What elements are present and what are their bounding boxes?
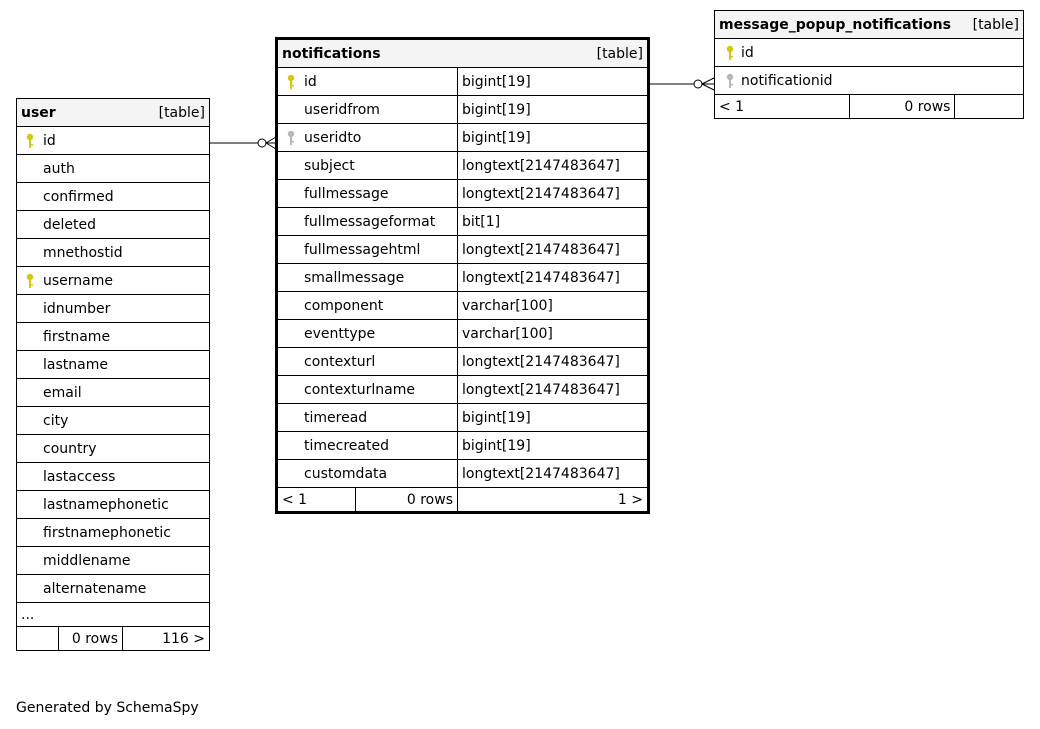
table-row[interactable]: [17, 435, 210, 463]
column-name[interactable]: customdata: [278, 460, 458, 488]
table-row[interactable]: [715, 67, 1024, 95]
table-row[interactable]: [17, 351, 210, 379]
column-type: bigint[19]: [458, 96, 648, 124]
table-row[interactable]: [278, 348, 648, 376]
table-row[interactable]: [17, 267, 210, 295]
column-name[interactable]: firstnamephonetic: [17, 519, 210, 547]
column-name[interactable]: country: [17, 435, 210, 463]
column-name[interactable]: component: [278, 292, 458, 320]
column-type: bigint[19]: [458, 404, 648, 432]
column-type: longtext[2147483647]: [458, 236, 648, 264]
column-type: bigint[19]: [458, 124, 648, 152]
table-type: [table]: [458, 40, 648, 68]
column-name[interactable]: alternatename: [17, 575, 210, 603]
table-name: message_popup_notifications: [715, 11, 955, 39]
table-row[interactable]: [715, 39, 1024, 67]
column-name[interactable]: fullmessage: [278, 180, 458, 208]
column-name[interactable]: id: [278, 68, 458, 96]
column-name[interactable]: useridfrom: [278, 96, 458, 124]
link-crow-foot: [702, 84, 714, 90]
column-name[interactable]: lastname: [17, 351, 210, 379]
table-header: [715, 11, 1024, 39]
column-type: bit[1]: [458, 208, 648, 236]
key-icon: [25, 273, 35, 289]
footer-children[interactable]: 116 >: [123, 627, 210, 651]
table-row[interactable]: [278, 124, 648, 152]
column-type: longtext[2147483647]: [458, 152, 648, 180]
table-row[interactable]: [17, 295, 210, 323]
column-name[interactable]: idnumber: [17, 295, 210, 323]
table-row[interactable]: [278, 292, 648, 320]
column-type: longtext[2147483647]: [458, 376, 648, 404]
link-optional-circle: [258, 139, 266, 147]
key-icon: [725, 73, 735, 89]
column-name[interactable]: mnethostid: [17, 239, 210, 267]
key-icon: [725, 45, 735, 61]
column-name[interactable]: fullmessageformat: [278, 208, 458, 236]
column-name[interactable]: lastnamephonetic: [17, 491, 210, 519]
key-icon: [286, 74, 296, 90]
table-row[interactable]: [17, 407, 210, 435]
table-row[interactable]: [278, 432, 648, 460]
link-crow-foot: [266, 143, 276, 149]
key-icon: [286, 130, 296, 146]
table-row[interactable]: [17, 211, 210, 239]
column-name[interactable]: eventtype: [278, 320, 458, 348]
table-row[interactable]: [278, 236, 648, 264]
column-name[interactable]: city: [17, 407, 210, 435]
column-name[interactable]: timeread: [278, 404, 458, 432]
footer-rows: 0 rows: [356, 488, 458, 512]
column-type: varchar[100]: [458, 292, 648, 320]
column-name[interactable]: id: [715, 39, 1024, 67]
column-type: longtext[2147483647]: [458, 264, 648, 292]
column-name[interactable]: confirmed: [17, 183, 210, 211]
table-more-columns: ...: [17, 603, 210, 627]
table-row[interactable]: [278, 152, 648, 180]
link-optional-circle: [694, 80, 702, 88]
footer-parents[interactable]: < 1: [278, 488, 356, 512]
table-row[interactable]: [17, 491, 210, 519]
table-row[interactable]: [278, 68, 648, 96]
column-type: bigint[19]: [458, 68, 648, 96]
column-name[interactable]: fullmessagehtml: [278, 236, 458, 264]
column-type: longtext[2147483647]: [458, 460, 648, 488]
table-row[interactable]: [17, 379, 210, 407]
table-name: user: [17, 99, 123, 127]
column-name[interactable]: id: [17, 127, 210, 155]
table-name: notifications: [278, 40, 458, 68]
column-name[interactable]: deleted: [17, 211, 210, 239]
table-row[interactable]: [17, 183, 210, 211]
footer-parents[interactable]: < 1: [715, 95, 850, 119]
link-crow-foot: [702, 78, 714, 84]
footer-rows: 0 rows: [59, 627, 123, 651]
column-name[interactable]: subject: [278, 152, 458, 180]
table-row[interactable]: [17, 127, 210, 155]
footer-children[interactable]: 1 >: [458, 488, 648, 512]
column-name[interactable]: contexturlname: [278, 376, 458, 404]
generated-by-text: Generated by SchemaSpy: [16, 700, 199, 716]
table-row[interactable]: [278, 180, 648, 208]
column-name[interactable]: middlename: [17, 547, 210, 575]
table-row[interactable]: [278, 96, 648, 124]
column-name[interactable]: notificationid: [715, 67, 1024, 95]
table-row[interactable]: [278, 404, 648, 432]
table-footer: [278, 488, 648, 512]
column-type: bigint[19]: [458, 432, 648, 460]
column-name[interactable]: firstname: [17, 323, 210, 351]
footer-rows: 0 rows: [850, 95, 955, 119]
table-row[interactable]: [278, 460, 648, 488]
key-icon: [25, 133, 35, 149]
column-name[interactable]: contexturl: [278, 348, 458, 376]
table-row[interactable]: [17, 547, 210, 575]
table-footer: [17, 627, 210, 651]
column-name[interactable]: timecreated: [278, 432, 458, 460]
table-type: [table]: [123, 99, 210, 127]
table-header: [278, 40, 648, 68]
table-footer: [715, 95, 1024, 119]
column-name[interactable]: useridto: [278, 124, 458, 152]
column-type: longtext[2147483647]: [458, 180, 648, 208]
table-message-popup-notifications[interactable]: [714, 10, 1024, 119]
column-name[interactable]: auth: [17, 155, 210, 183]
footer-parents: [17, 627, 59, 651]
table-row[interactable]: [278, 376, 648, 404]
table-row[interactable]: [17, 155, 210, 183]
table-header: [17, 99, 210, 127]
table-notifications[interactable]: [277, 39, 648, 512]
column-name[interactable]: smallmessage: [278, 264, 458, 292]
table-row[interactable]: [17, 519, 210, 547]
table-user[interactable]: [16, 98, 210, 651]
table-row[interactable]: [278, 264, 648, 292]
footer-children: [955, 95, 1024, 119]
link-crow-foot: [266, 137, 276, 143]
column-type: varchar[100]: [458, 320, 648, 348]
table-row[interactable]: [278, 208, 648, 236]
column-name[interactable]: email: [17, 379, 210, 407]
column-type: longtext[2147483647]: [458, 348, 648, 376]
table-row[interactable]: [17, 323, 210, 351]
table-row[interactable]: [278, 320, 648, 348]
table-row[interactable]: [17, 239, 210, 267]
column-name[interactable]: lastaccess: [17, 463, 210, 491]
column-name[interactable]: username: [17, 267, 210, 295]
table-type: [table]: [955, 11, 1024, 39]
table-row[interactable]: [17, 575, 210, 603]
table-row[interactable]: [17, 463, 210, 491]
